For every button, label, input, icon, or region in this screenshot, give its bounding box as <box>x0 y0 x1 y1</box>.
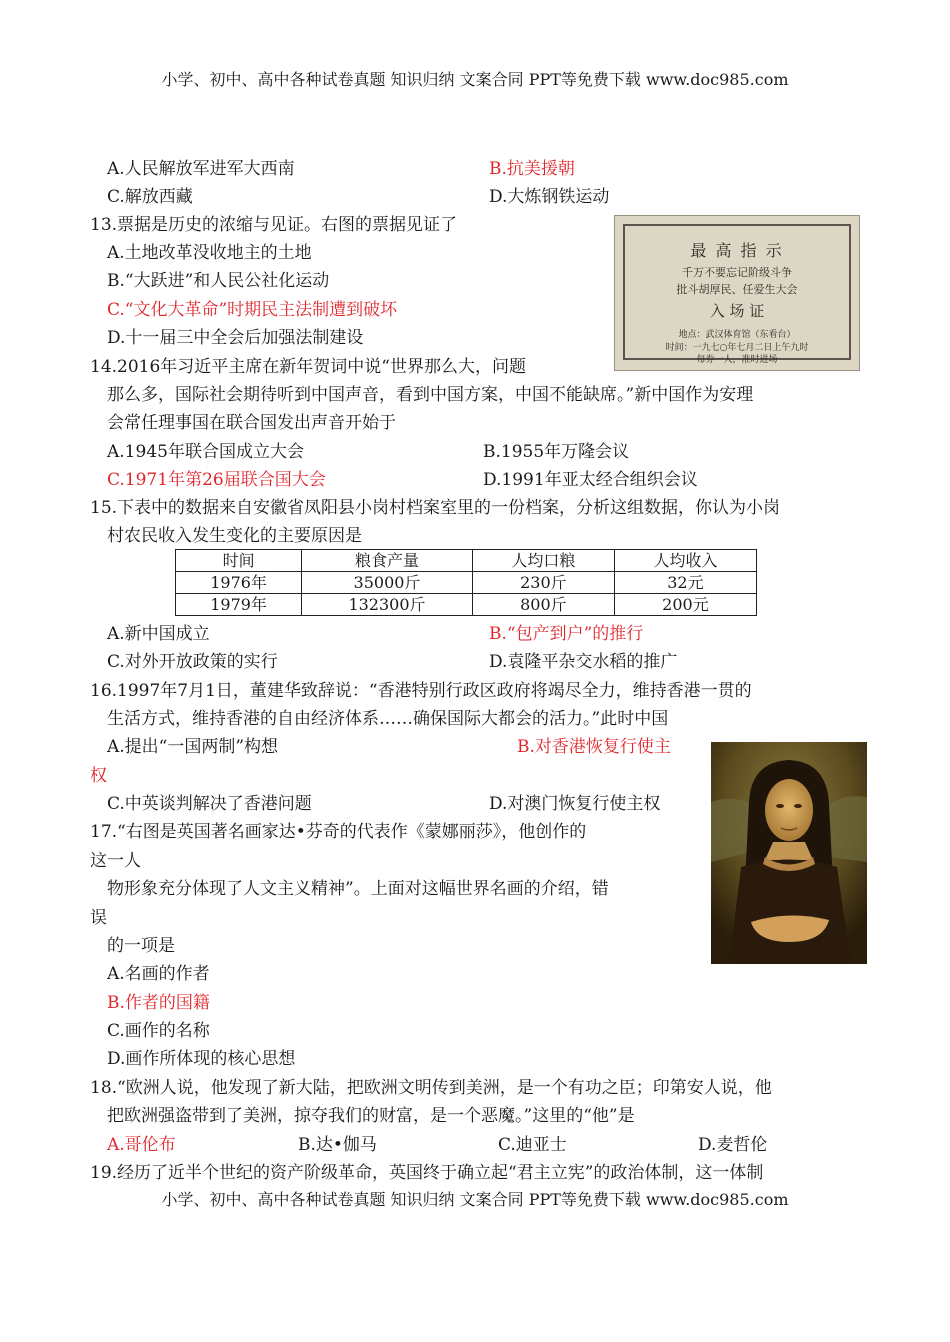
q13-stem: 13.票据是历史的浓缩与见证。右图的票据见证了 <box>90 215 458 235</box>
page-footer: 小学、初中、高中各种试卷真题 知识归纳 文案合同 PPT等免费下载 www.doc985.com <box>161 1190 789 1209</box>
table-cell: 1979年 <box>176 594 302 616</box>
q19-stem: 19.经历了近半个世纪的资产阶级革命，英国终于确立起“君主立宪”的政治体制，这一体制 <box>90 1163 764 1183</box>
q18-option-c: C.迪亚士 <box>498 1135 567 1155</box>
ticket-line: 每券一人，准时进场 <box>696 355 778 365</box>
q15-option-a: A.新中国成立 <box>107 624 210 644</box>
q12-option-d: D.大炼钢铁运动 <box>489 187 610 207</box>
ticket-title: 最 高 指 示 <box>690 241 784 260</box>
table-cell: 230斤 <box>472 572 614 594</box>
page-header: 小学、初中、高中各种试卷真题 知识归纳 文案合同 PPT等免费下载 www.doc985.com <box>161 70 789 89</box>
table-header-cell: 人均口粮 <box>472 550 614 572</box>
q17-option-c: C.画作的名称 <box>107 1021 210 1041</box>
q12-option-b: B.抗美援朝 <box>489 159 575 179</box>
ticket-line: 时间：一九七○年七月二日上午九时 <box>665 343 809 353</box>
q14-option-d: D.1991年亚太经合组织会议 <box>483 470 698 490</box>
q12-option-a: A.人民解放军进军大西南 <box>107 159 295 179</box>
q13-option-d: D.十一届三中全会后加强法制建设 <box>107 328 364 348</box>
table-cell: 132300斤 <box>302 594 473 616</box>
ticket-heading: 入 场 证 <box>709 302 765 320</box>
q18-stem: 把欧洲强盗带到了美洲，掠夺我们的财富，是一个恶魔。”这里的“他”是 <box>107 1106 635 1126</box>
ticket-line: 地点：武汉体育馆（东看台） <box>678 330 796 340</box>
q14-stem: 会常任理事国在联合国发出声音开始于 <box>107 413 396 433</box>
q13-option-a: A.土地改革没收地主的土地 <box>107 243 312 263</box>
table-cell: 32元 <box>614 572 756 594</box>
q17-option-b: B.作者的国籍 <box>107 993 210 1013</box>
table-header-row <box>176 550 757 572</box>
q15-stem: 15.下表中的数据来自安徽省凤阳县小岗村档案室里的一份档案，分析这组数据，你认为小岗 <box>90 498 781 518</box>
table-cell: 800斤 <box>472 594 614 616</box>
q14-option-c: C.1971年第26届联合国大会 <box>107 470 326 490</box>
q18-option-b: B.达•伽马 <box>298 1135 377 1155</box>
table-cell: 35000斤 <box>302 572 473 594</box>
ticket-image <box>614 215 860 371</box>
q15-option-c: C.对外开放政策的实行 <box>107 652 278 672</box>
q16-option-b: B.对香港恢复行使主 <box>517 737 671 757</box>
mona-lisa-image <box>711 742 867 964</box>
q17-stem: 这一人 <box>90 851 141 871</box>
table-header-cell: 人均收入 <box>614 550 756 572</box>
q16-option-c: C.中英谈判解决了香港问题 <box>107 794 312 814</box>
ticket-line: 批斗胡厚民、任爱生大会 <box>676 283 798 296</box>
q17-stem: 误 <box>90 908 107 928</box>
q17-stem: 的一项是 <box>107 936 175 956</box>
table-cell: 1976年 <box>176 572 302 594</box>
q18-stem: 18.“欧洲人说，他发现了新大陆，把欧洲文明传到美洲，是一个有功之臣；印第安人说，他 <box>90 1078 772 1098</box>
q17-stem: 17.“右图是英国著名画家达•芬奇的代表作《蒙娜丽莎》，他创作的 <box>90 822 587 842</box>
q16-stem: 生活方式，维持香港的自由经济体系……确保国际大都会的活力。”此时中国 <box>107 709 669 729</box>
data-table <box>175 549 757 616</box>
table-row <box>176 594 757 616</box>
q13-option-c: C.“文化大革命”时期民主法制遭到破坏 <box>107 300 398 320</box>
q17-option-d: D.画作所体现的核心思想 <box>107 1049 296 1069</box>
ticket-line: 千万不要忘记阶级斗争 <box>682 266 792 279</box>
q13-option-b: B.“大跃进”和人民公社化运动 <box>107 271 330 291</box>
table-header-cell: 粮食产量 <box>302 550 473 572</box>
table-header-cell: 时间 <box>176 550 302 572</box>
q15-option-d: D.袁隆平杂交水稻的推广 <box>489 652 678 672</box>
q18-option-a: A.哥伦布 <box>107 1135 176 1155</box>
q14-option-b: B.1955年万隆会议 <box>483 442 630 462</box>
q17-stem: 物形象充分体现了人文主义精神”。上面对这幅世界名画的介绍，错 <box>107 879 609 899</box>
q14-stem: 那么多，国际社会期待听到中国声音，看到中国方案，中国不能缺席。”新中国作为安理 <box>107 385 754 405</box>
table-cell: 200元 <box>614 594 756 616</box>
q16-option-a: A.提出“一国两制”构想 <box>107 737 279 757</box>
q15-stem: 村农民收入发生变化的主要原因是 <box>107 526 362 546</box>
q17-option-a: A.名画的作者 <box>107 964 210 984</box>
q15-option-b: B.“包产到户”的推行 <box>489 624 644 644</box>
q16-option-d: D.对澳门恢复行使主权 <box>489 794 661 814</box>
table-row <box>176 572 757 594</box>
q16-stem: 16.1997年7月1日，董建华致辞说：“香港特别行政区政府将竭尽全力，维持香港一贯的 <box>90 681 752 701</box>
q14-stem: 14.2016年习近平主席在新年贺词中说“世界那么大，问题 <box>90 357 526 377</box>
q14-option-a: A.1945年联合国成立大会 <box>107 442 304 462</box>
q16-option-b-cont: 权 <box>90 766 107 786</box>
q18-option-d: D.麦哲伦 <box>698 1135 768 1155</box>
q12-option-c: C.解放西藏 <box>107 187 193 207</box>
